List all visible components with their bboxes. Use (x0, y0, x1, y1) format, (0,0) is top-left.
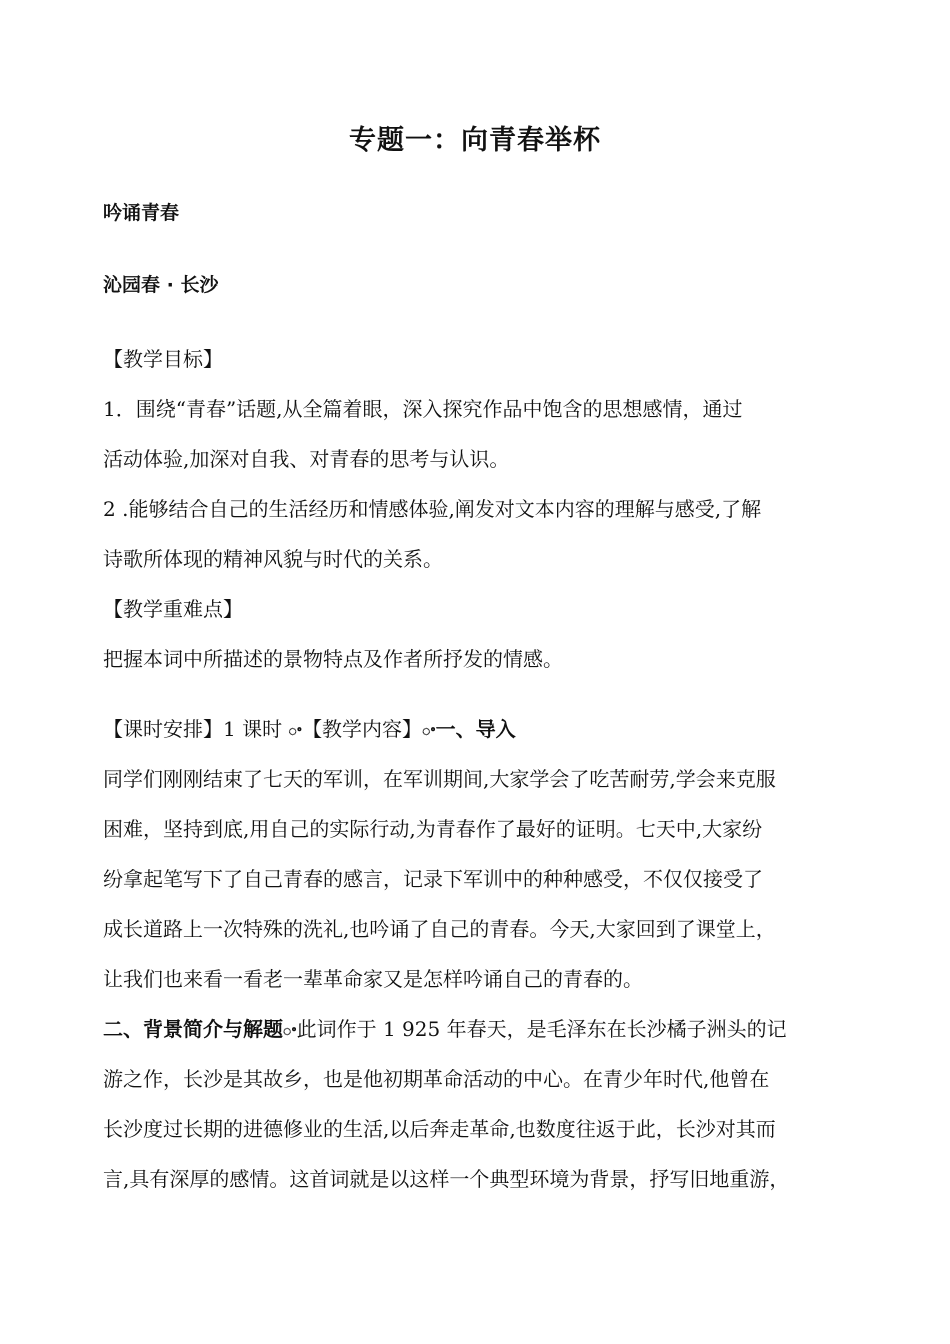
schedule-part-1: 【课时安排】1 课时 (103, 717, 283, 741)
objective-1-line-2: 活动体验,加深对自我、对青春的思考与认识。 (103, 447, 510, 471)
background-line: 言,具有深厚的感情。这首词就是以这样一个典型环境为背景，抒写旧地重游， (103, 1167, 790, 1191)
background-line: 长沙度过长期的进德修业的生活,以后奔走革命,也数度往返于此，长沙对其而 (103, 1117, 776, 1141)
bullet-glyph-icon: ꢀ (288, 724, 303, 740)
background-heading: 二、背景简介与解题 (103, 1017, 283, 1041)
background-line-1 (103, 1013, 787, 1042)
objective-2-line-2: 诗歌所体现的精神风貌与时代的关系。 (103, 547, 443, 571)
background-line: 游之作，长沙是其故乡，也是他初期革命活动的中心。在青少年时代,他曾在 (103, 1067, 770, 1091)
intro-line: 让我们也来看一看老一辈革命家又是怎样吟诵自己的青春的。 (103, 967, 643, 991)
intro-line: 成长道路上一次特殊的洗礼,也吟诵了自己的青春。今天,大家回到了课堂上， (103, 917, 776, 941)
background-text: 此词作于 1 925 年春天，是毛泽东在长沙橘子洲头的记 (296, 1017, 787, 1041)
difficulty-text: 把握本词中所描述的景物特点及作者所抒发的情感。 (103, 647, 563, 671)
bullet-glyph-icon: ꢀ (283, 1024, 297, 1040)
page-title: 专题一：向青春举杯 (349, 125, 601, 156)
difficulty-heading: 【教学重难点】 (103, 597, 243, 621)
section-heading: 吟诵青春 (103, 202, 180, 224)
bullet-glyph-icon: ꢀ (422, 724, 436, 740)
poem-title: 沁园春 · 长沙 (103, 274, 219, 296)
intro-line: 纷拿起笔写下了自己青春的感言，记录下军训中的种种感受，不仅仅接受了 (103, 867, 763, 891)
objective-2-line-1: 2 .能够结合自己的生活经历和情感体验,阐发对文本内容的理解与感受,了解 (103, 497, 762, 521)
objectives-heading: 【教学目标】 (103, 347, 223, 371)
schedule-part-2: 【教学内容】 (302, 717, 423, 741)
intro-line: 同学们刚刚结束了七天的军训，在军训期间,大家学会了吃苦耐劳,学会来克服 (103, 767, 776, 791)
schedule-line (103, 713, 516, 742)
intro-heading: 一、导入 (435, 717, 516, 741)
objective-1-line-1: 1．围绕“青春”话题,从全篇着眼，深入探究作品中饱含的思想感情，通过 (103, 397, 743, 421)
intro-line: 困难，坚持到底,用自己的实际行动,为青春作了最好的证明。七天中,大家纷 (103, 817, 763, 841)
